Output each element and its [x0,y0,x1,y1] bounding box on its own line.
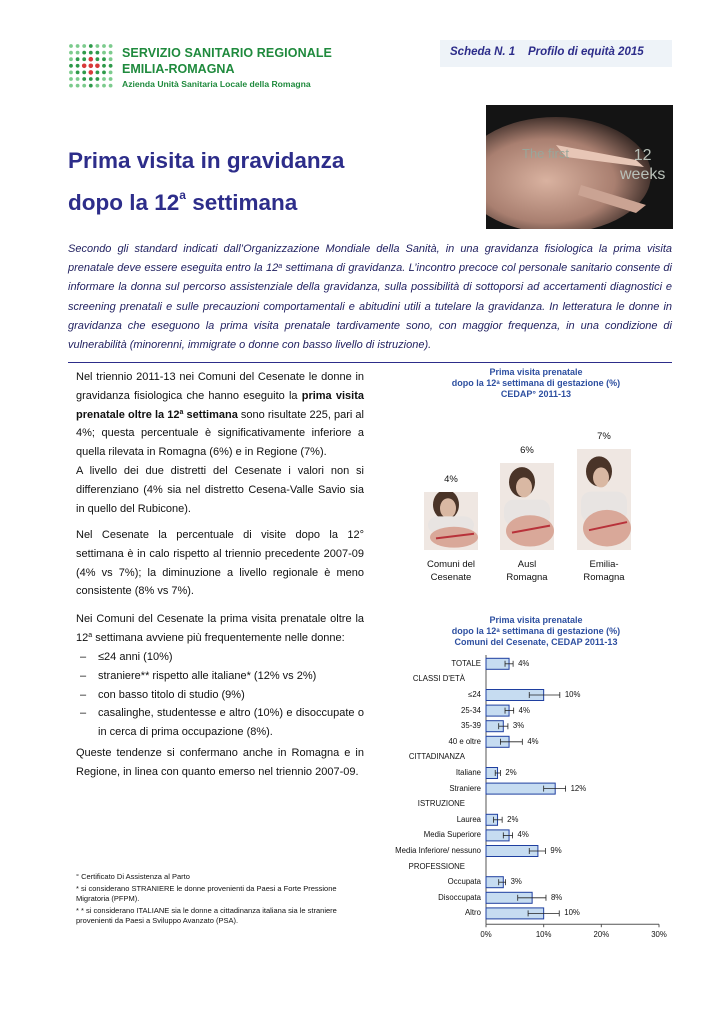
chart2-value-label: 4% [518,658,530,668]
list-item-text: ≤24 anni (10%) [98,651,173,663]
p1-text-c: A livello dei due distretti del Cesenate i valori non si differenziano (4% sia nel distretto Cesena-Valle Savio sia in quello del Rubicone). [76,464,364,515]
title-text: dopo la 12 [68,190,180,215]
chart2-row-label: 40 e oltre [448,736,481,746]
chart2-group-label: CLASSI D'ETÀ [412,674,465,684]
chart2-value-label: 10% [564,908,580,918]
chart2-x-tick-label: 20% [593,930,610,940]
chart2-value-label: 8% [550,892,563,902]
chart1-category-line: Comuni del [426,559,476,570]
p1-bold-b: settimana [183,408,238,421]
intro-text-2: settimana di gravidanza. L’incontro precoce col personale sanitario consente di informare la donna sul percorso assistenziale della gravidanza, sulla possibilità di sottoporsi ad accertamenti diagnostici e screening prenatali e sulle precauzioni comportamentali e abitudini utili a tutelare la gravidanza. In letteratura le donne in gravidanza che eseguono la prima visita prenatale tardivamente sono, con maggior frequenza, in una condizione di vulnerabilità (minorenni, immigrate o donne con basso livello di istruzione). [68,262,672,352]
chart1-category-line: Romagna [506,571,548,583]
footnote-italiane: * * si considerano ITALIANE sia le donne a cittadinanza italiana sia le straniere provenienti da Paesi a Sviluppo Avanzato (PSA). [76,906,337,925]
chart2-group-label: CITTADINANZA [408,752,465,762]
chart2-row-label: 25-34 [461,705,481,715]
chart2-title-line1: Prima visita prenatale [489,615,583,625]
chart1-category-line: Cesenate [430,571,472,583]
bullet-dash: – [80,688,87,701]
p3-text-b: settimana avviene più frequentemente nelle donne: [92,631,345,644]
title-text-after: settimana [185,190,298,215]
chart2-row-label: Altro [464,908,481,918]
list-item-text: con basso titolo di studio (9%) [98,688,245,701]
intro-sup: a [278,263,283,271]
bullet-dash: – [80,669,87,682]
chart2-row-label: TOTALE [451,658,481,668]
p1-bold: prima visita prenatale oltre la 12 [76,389,364,421]
chart1-title-sup: a [496,380,500,386]
p3-sup: a [88,631,93,639]
logo-line1: SERVIZIO SANITARIO REGIONALE [122,46,332,60]
scheda-label: Scheda N. 1 Profilo di equità 2015 [450,46,644,58]
logo-line2: EMILIA-ROMAGNA [122,62,235,76]
chart1-category-line: Romagna [583,571,625,583]
chart1-category-line: Emilia- [589,559,619,570]
p3-text: Nei Comuni del Cesenate la prima visita prenatale oltre la 12 [76,613,364,644]
chart2-row-label: Media Superiore [423,830,481,840]
chart2-title-l2a: dopo la 12 [451,626,497,636]
chart1-title-l2a: dopo la 12 [451,378,497,388]
title-sup: a [179,188,186,202]
chart1-value-label: 7% [597,430,611,442]
list-item-text: straniere** rispetto alle italiane* (12% vs 2%) [98,669,317,682]
chart2-group-label: ISTRUZIONE [417,799,465,809]
chart2-x-tick-label: 30% [651,930,667,940]
chart2-value-label: 4% [517,830,529,840]
chart2-row-label: 35-39 [461,721,481,731]
bullet-dash: – [80,707,87,720]
logo-line3: Azienda Unità Sanitaria Locale della Romagna [122,79,311,89]
chart2-row-label: Media Inferiore/ nessuno [395,846,481,855]
chart2-value-label: 2% [505,768,517,777]
chart2-x-tick-label: 0% [480,930,492,940]
chart1-title-line1: Prima visita prenatale [489,367,583,377]
chart2-value-label: 3% [510,877,522,887]
intro-text-1: Secondo gli standard indicati dall’Organizzazione Mondiale della Sanità, in una gravidanza fisiologica la prima visita prenatale deve essere eseguita entro la 12 [68,243,672,275]
chart2-value-label: 12% [570,783,587,793]
chart1-value-label: 4% [444,474,458,485]
chart2-x-tick-label: 10% [535,930,552,940]
chart1-value-label: 6% [520,445,534,456]
p1-text: Nel triennio 2011-13 nei Comuni del Cesenate le donne in gravidanza fisiologica che hanno eseguito la [76,371,364,402]
chart2-row-label: Italiane [455,768,481,777]
p1-text-b: sono risultate 225, pari al 4%; questa percentuale è significativamente inferiore a quella rilevata in Romagna (6%) e in Regione (7%). [76,408,364,459]
chart2-value-label: 4% [518,705,530,715]
footnote-straniere: * si considerano STRANIERE le donne provenienti da Paesi a Forte Pressione Migratoria (PFPM). [76,884,337,903]
p1-sup: a [179,408,184,416]
chart1-category-line: Ausl [517,559,537,570]
chart2-value-label: 9% [550,846,562,855]
chart2-row-label: Disoccupata [438,892,481,902]
chart2-value-label: 10% [564,690,581,699]
bullet-dash: – [80,651,87,663]
chart1-title-line3: CEDAP° 2011-13 [500,389,572,399]
chart2-value-label: 4% [527,736,539,746]
chart2-value-label: 3% [512,721,525,731]
photo-caption-1: The first [522,146,569,161]
page-title-line1: Prima visita in gravidanza [68,148,345,173]
chart2-row-label: ≤24 [468,690,481,699]
footnote-cedap: ° Certificato Di Assistenza al Parto [76,872,190,881]
chart2-value-label: 2% [507,814,519,824]
chart2-title-line3: Comuni del Cesenate, CEDAP 2011-13 [454,637,618,647]
chart2-row-label: Occupata [447,877,481,887]
chart2-row-label: Laurea [456,814,481,824]
photo-caption-weeks: weeks [620,166,666,183]
chart2-title-l2b: settimana di gestazione (%) [499,626,621,636]
list-item-text: casalinghe, studentesse e altro (10%) e disoccupate o in cerca di prima occupazione (8%). [98,707,364,739]
chart1-title-l2b: settimana di gestazione (%) [499,378,621,388]
chart2-title-sup: a [496,628,500,634]
body-paragraph-4: Queste tendenze si confermano anche in Romagna e in Regione, in linea con quanto emerso nel triennio 2007-09. [76,747,364,778]
chart2-row-label: Straniere [449,783,481,793]
chart2-group-label: PROFESSIONE [408,861,465,871]
body-paragraph-2: Nel Cesenate la percentuale di visite dopo la 12° settimana è in calo rispetto al triennio precedente 2007-09 (4% vs 7%); la diminuzione a livello regionale è meno consistente (8% vs 7%). [76,529,364,598]
photo-caption-number: 12 [633,147,652,164]
